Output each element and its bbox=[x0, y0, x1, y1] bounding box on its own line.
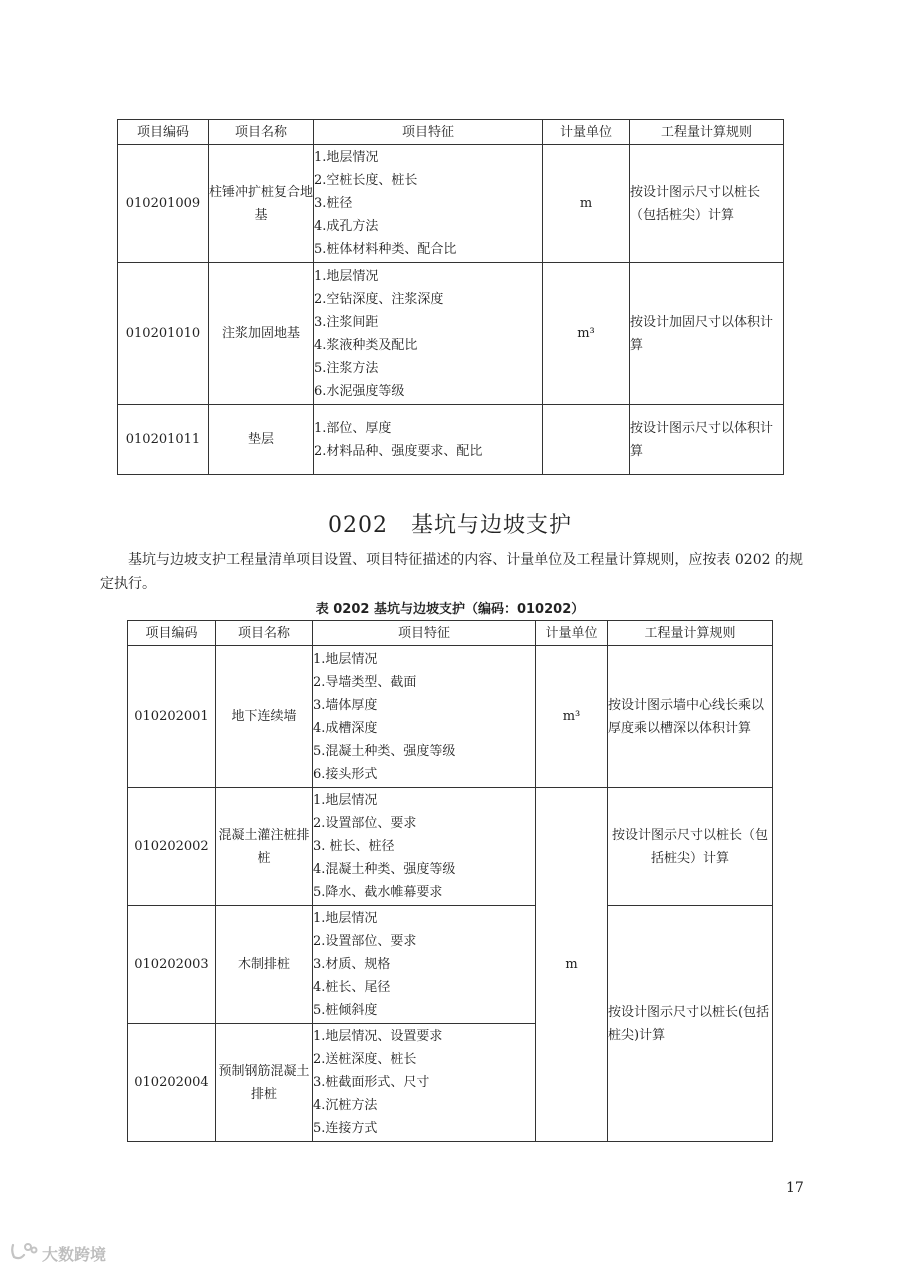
item-code: 010201011 bbox=[118, 405, 209, 475]
feature-line: 1.地层情况 bbox=[313, 793, 378, 808]
feature-line: 3.桩径 bbox=[314, 196, 353, 211]
table-caption: 表 0202 基坑与边坡支护（编码：010202） bbox=[315, 602, 585, 617]
section-title: 0202 基坑与边坡支护 bbox=[328, 513, 572, 538]
item-name: 混凝土灌注桩排桩 bbox=[216, 788, 313, 906]
feature-line: 5.桩体材料种类、配合比 bbox=[314, 242, 457, 257]
item-code: 010202001 bbox=[128, 646, 216, 788]
feature-line: 2.导墙类型、截面 bbox=[313, 674, 417, 690]
header-name: 项目名称 bbox=[216, 621, 313, 646]
item-features bbox=[313, 906, 536, 1024]
item-rule: 按设计图示尺寸以桩长（包括桩尖）计算 bbox=[608, 788, 773, 906]
item-features bbox=[313, 788, 536, 906]
item-name: 垫层 bbox=[209, 405, 314, 475]
item-name: 注浆加固地基 bbox=[209, 263, 314, 405]
intro-paragraph: 基坑与边坡支护工程量清单项目设置、项目特征描述的内容、计量单位及工程量计算规则，应按表 0202 的规定执行。 bbox=[100, 552, 803, 592]
feature-line: 3. 桩长、桩径 bbox=[313, 839, 395, 854]
feature-line: 3.桩截面形式、尺寸 bbox=[313, 1075, 430, 1090]
feature-line: 1.地层情况 bbox=[313, 911, 378, 926]
header-unit: 计量单位 bbox=[543, 120, 630, 145]
item-features bbox=[314, 145, 543, 263]
item-name: 木制排桩 bbox=[216, 906, 313, 1024]
feature-line: 1.部位、厚度 bbox=[314, 420, 392, 436]
feature-line: 3.注浆间距 bbox=[314, 314, 379, 330]
table-0202 bbox=[127, 620, 773, 1142]
header-rule: 工程量计算规则 bbox=[608, 621, 773, 646]
feature-line: 1.地层情况 bbox=[314, 268, 379, 284]
feature-line: 4.混凝土种类、强度等级 bbox=[313, 862, 456, 877]
shared-unit: m bbox=[536, 788, 608, 1142]
table-row bbox=[118, 263, 784, 405]
feature-line: 5.混凝土种类、强度等级 bbox=[313, 743, 456, 759]
feature-line: 2.设置部位、要求 bbox=[313, 816, 417, 831]
item-features bbox=[314, 405, 543, 475]
header-features: 项目特征 bbox=[314, 120, 543, 145]
feature-line: 5.连接方式 bbox=[313, 1121, 378, 1136]
watermark bbox=[10, 1240, 106, 1266]
item-code: 010202003 bbox=[128, 906, 216, 1024]
feature-line: 2.材料品种、强度要求、配比 bbox=[314, 443, 483, 459]
item-rule: 按设计加固尺寸以体积计算 bbox=[630, 263, 784, 405]
item-unit: m³ bbox=[543, 263, 630, 405]
item-rule: 按设计图示墙中心线长乘以厚度乘以槽深以体积计算 bbox=[608, 646, 773, 788]
item-features bbox=[313, 646, 536, 788]
item-features bbox=[314, 263, 543, 405]
table-row bbox=[128, 646, 773, 788]
header-name: 项目名称 bbox=[209, 120, 314, 145]
item-code: 010202004 bbox=[128, 1024, 216, 1142]
feature-line: 6.水泥强度等级 bbox=[314, 383, 405, 399]
header-code: 项目编码 bbox=[128, 621, 216, 646]
feature-line: 4.成槽深度 bbox=[313, 720, 378, 736]
feature-line: 2.送桩深度、桩长 bbox=[313, 1052, 417, 1067]
feature-line: 3.墙体厚度 bbox=[313, 697, 378, 713]
watermark-logo-icon bbox=[10, 1241, 38, 1265]
item-features bbox=[313, 1024, 536, 1142]
feature-line: 4.沉桩方法 bbox=[313, 1098, 378, 1113]
feature-line: 1.地层情况、设置要求 bbox=[313, 1029, 443, 1044]
header-features: 项目特征 bbox=[313, 621, 536, 646]
item-unit: m bbox=[543, 145, 630, 263]
page-number: 17 bbox=[786, 1180, 804, 1196]
feature-line: 4.浆液种类及配比 bbox=[314, 337, 418, 353]
item-name: 预制钢筋混凝土排桩 bbox=[216, 1024, 313, 1142]
table-row bbox=[118, 145, 784, 263]
feature-line: 4.成孔方法 bbox=[314, 219, 379, 234]
item-name: 地下连续墙 bbox=[216, 646, 313, 788]
watermark-text: 大数跨境 bbox=[42, 1244, 107, 1264]
table-0201-continued bbox=[117, 119, 784, 475]
feature-line: 2.空钻深度、注浆深度 bbox=[314, 291, 444, 307]
feature-line: 5.注浆方法 bbox=[314, 360, 379, 376]
feature-line: 5.桩倾斜度 bbox=[313, 1003, 378, 1018]
header-code: 项目编码 bbox=[118, 120, 209, 145]
item-code: 010202002 bbox=[128, 788, 216, 906]
item-unit: m³ bbox=[536, 646, 608, 788]
feature-line: 2.设置部位、要求 bbox=[313, 934, 417, 949]
feature-line: 1.地层情况 bbox=[313, 651, 378, 667]
feature-line: 4.桩长、尾径 bbox=[313, 980, 391, 995]
feature-line: 2.空桩长度、桩长 bbox=[314, 173, 418, 188]
table-row bbox=[128, 788, 773, 906]
item-rule: 按设计图示尺寸以桩长（包括桩尖）计算 bbox=[630, 145, 784, 263]
feature-line: 3.材质、规格 bbox=[313, 957, 391, 972]
feature-line: 5.降水、截水帷幕要求 bbox=[313, 885, 443, 900]
shared-rule: 按设计图示尺寸以桩长(包括桩尖)计算 bbox=[608, 906, 773, 1142]
table-header-row bbox=[128, 621, 773, 646]
item-rule: 按设计图示尺寸以体积计算 bbox=[630, 405, 784, 475]
table-row bbox=[118, 405, 784, 475]
table-header-row bbox=[118, 120, 784, 145]
table-row bbox=[128, 906, 773, 1024]
feature-line: 6.接头形式 bbox=[313, 766, 378, 782]
item-name: 柱锤冲扩桩复合地基 bbox=[209, 145, 314, 263]
item-unit bbox=[543, 405, 630, 475]
item-code: 010201009 bbox=[118, 145, 209, 263]
feature-line: 1.地层情况 bbox=[314, 150, 379, 165]
item-code: 010201010 bbox=[118, 263, 209, 405]
header-rule: 工程量计算规则 bbox=[630, 120, 784, 145]
header-unit: 计量单位 bbox=[536, 621, 608, 646]
